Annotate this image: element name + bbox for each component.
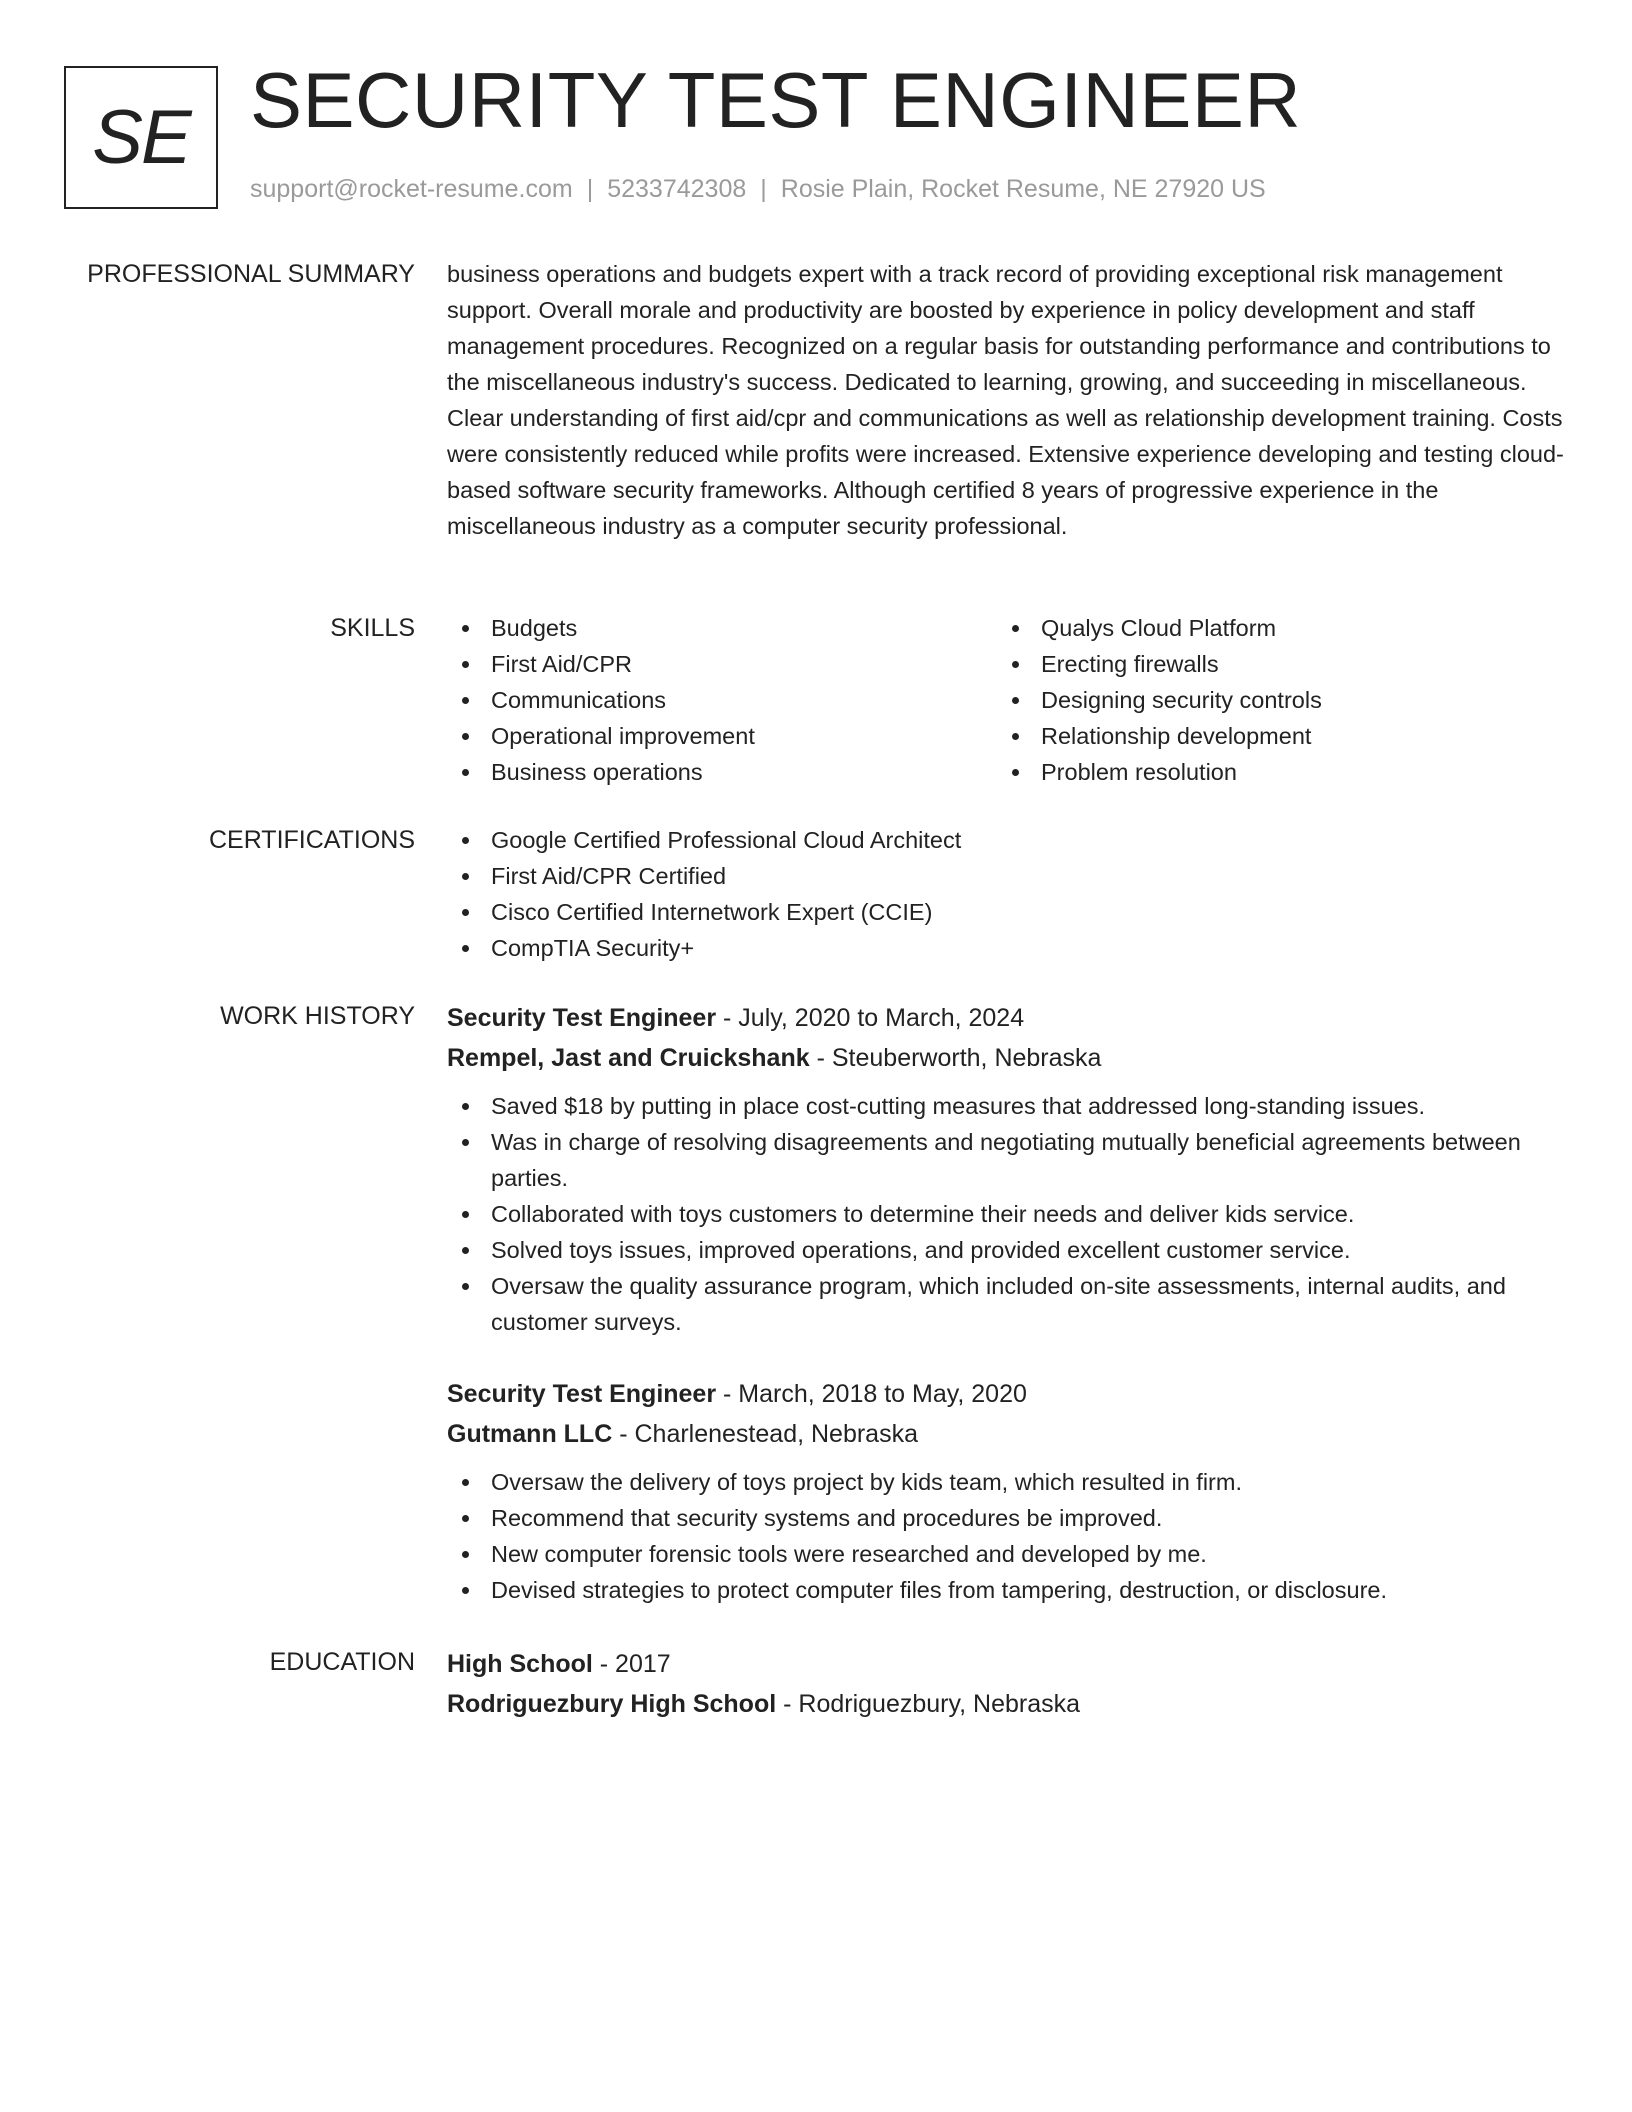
list-item: Cisco Certified Internetwork Expert (CCIE) (447, 894, 1567, 930)
list-item: Business operations (447, 754, 997, 790)
job-title: Security Test Engineer (447, 1004, 717, 1032)
list-item: Solved toys issues, improved operations, and provided excellent customer service. (447, 1232, 1567, 1268)
list-item: Was in charge of resolving disagreements and negotiating mutually beneficial agreements between parties. (447, 1124, 1567, 1196)
list-item: Devised strategies to protect computer files from tampering, destruction, or disclosure. (447, 1572, 1567, 1608)
list-item: First Aid/CPR (447, 646, 997, 682)
list-item: Budgets (447, 610, 997, 646)
skills-list-right (997, 610, 1547, 790)
job-company-line (447, 1038, 1567, 1078)
job-location: - Steuberworth, Nebraska (809, 1044, 1102, 1072)
list-item: Recommend that security systems and procedures be improved. (447, 1500, 1567, 1536)
education-degree-line (447, 1644, 1567, 1684)
job-title-line (447, 1374, 1567, 1414)
job-title-line (447, 998, 1567, 1038)
summary-heading: PROFESSIONAL SUMMARY (87, 260, 415, 288)
education-location: - Rodriguezbury, Nebraska (776, 1690, 1081, 1718)
skills-list-left (447, 610, 997, 790)
education-degree: High School (447, 1650, 593, 1678)
list-item: Operational improvement (447, 718, 997, 754)
list-item: Erecting firewalls (997, 646, 1547, 682)
monogram-badge (64, 66, 218, 209)
list-item: Collaborated with toys customers to determine their needs and deliver kids service. (447, 1196, 1567, 1232)
job-dates: - March, 2018 to May, 2020 (716, 1380, 1027, 1408)
certifications-heading: CERTIFICATIONS (208, 826, 415, 854)
list-item: Problem resolution (997, 754, 1547, 790)
list-item: Google Certified Professional Cloud Architect (447, 822, 1567, 858)
skills-body (447, 610, 1567, 790)
summary-body (447, 256, 1567, 544)
list-item: Relationship development (997, 718, 1547, 754)
contact-phone[interactable]: 5233742308 (607, 175, 747, 203)
job-entry (447, 1374, 1567, 1608)
list-item: First Aid/CPR Certified (447, 858, 1567, 894)
contact-separator: | (760, 175, 767, 203)
job-entry (447, 998, 1567, 1340)
job-dates: - July, 2020 to March, 2024 (716, 1004, 1025, 1032)
education-year: - 2017 (592, 1650, 671, 1678)
contact-email[interactable]: support@rocket-resume.com (250, 175, 573, 203)
list-item: Saved $18 by putting in place cost-cutting measures that addressed long-standing issues. (447, 1088, 1567, 1124)
skills-columns (447, 610, 1567, 790)
contact-line (250, 174, 1266, 204)
list-item: Qualys Cloud Platform (997, 610, 1547, 646)
skills-heading: SKILLS (330, 614, 415, 642)
certifications-body (447, 822, 1567, 966)
work-history-heading: WORK HISTORY (220, 1002, 415, 1030)
list-item: New computer forensic tools were researched and developed by me. (447, 1536, 1567, 1572)
education-school-line (447, 1684, 1567, 1724)
job-location: - Charlenestead, Nebraska (612, 1420, 918, 1448)
resume-title: SECURITY TEST ENGINEER (250, 56, 1302, 144)
job-title: Security Test Engineer (447, 1380, 717, 1408)
job-company-line (447, 1414, 1567, 1454)
education-school: Rodriguezbury High School (447, 1690, 777, 1718)
education-heading: EDUCATION (269, 1648, 415, 1676)
contact-separator: | (586, 175, 594, 203)
job-bullets (447, 1088, 1567, 1340)
monogram-initials: SE (92, 95, 190, 180)
list-item: Oversaw the quality assurance program, which included on-site assessments, internal audits, and customer surveys. (447, 1268, 1567, 1340)
list-item: Designing security controls (997, 682, 1547, 718)
education-body (447, 1644, 1567, 1724)
list-item: Oversaw the delivery of toys project by kids team, which resulted in firm. (447, 1464, 1567, 1500)
contact-address: Rosie Plain, Rocket Resume, NE 27920 US (780, 175, 1266, 203)
job-company: Gutmann LLC (447, 1420, 613, 1448)
list-item: CompTIA Security+ (447, 930, 1567, 966)
list-item: Communications (447, 682, 997, 718)
job-company: Rempel, Jast and Cruickshank (447, 1044, 810, 1072)
job-bullets (447, 1464, 1567, 1608)
summary-text: business operations and budgets expert with a track record of providing exceptional risk management support. Overall morale and productivity are boosted by experience in policy development and staff management procedures. Recognized on a regular basis for outstanding performance and contributions to the miscellaneous industry's success. Dedicated to learning, growing, and succeeding in miscellaneous. Clear understanding of first aid/cpr and communications as well as relationship development training. Costs were consistently reduced while profits were increased. Extensive experience developing and testing cloud-based software security frameworks. Although certified 8 years of progressive experience in the miscellaneous industry as a computer security professional. (447, 261, 1564, 539)
certifications-list (447, 822, 1567, 966)
